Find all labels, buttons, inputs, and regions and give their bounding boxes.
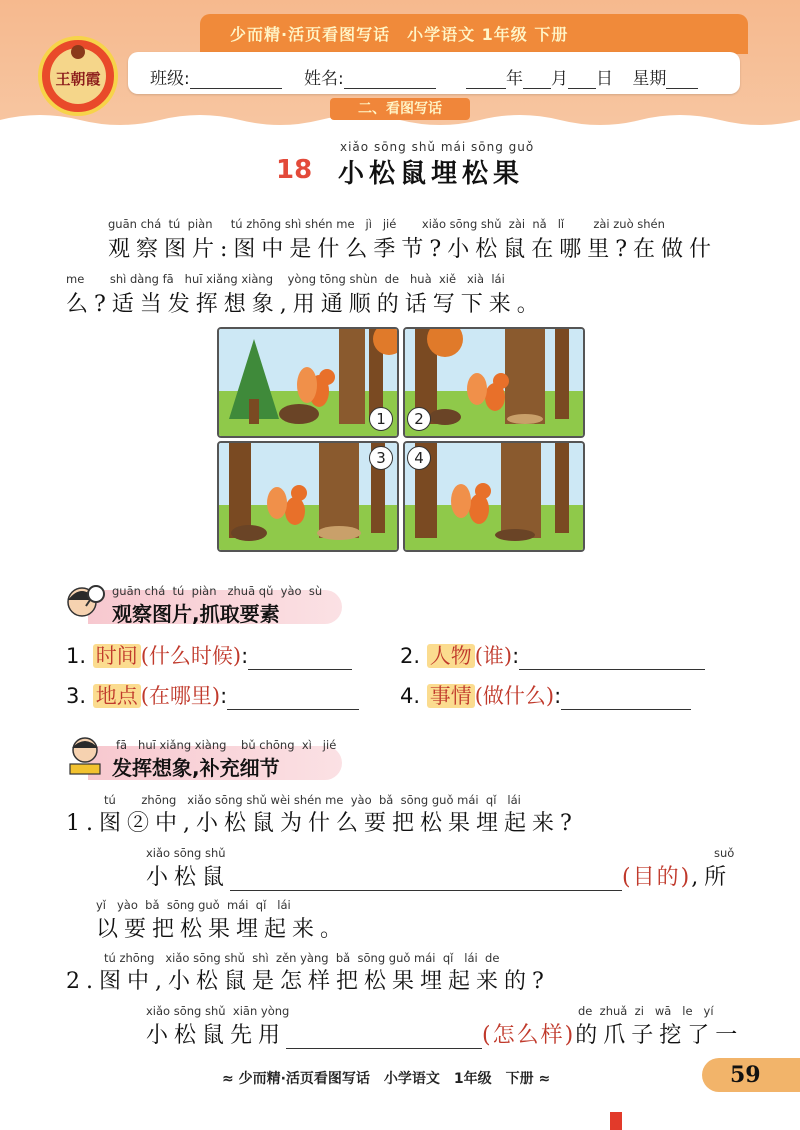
- answer-blank-event[interactable]: [561, 687, 691, 710]
- element-person[interactable]: 2. 人物 (谁):: [400, 640, 705, 670]
- q1-answer-end-pinyin: suǒ: [714, 846, 735, 860]
- title-pinyin: xiǎo sōng shǔ mái sōng guǒ: [340, 140, 535, 154]
- squirrel-scene-2-image: [405, 329, 583, 436]
- section-1-label: 观察图片,抓取要素: [112, 602, 280, 626]
- section-2-label: 发挥想象,补充细节: [112, 756, 280, 780]
- answer-blank-place[interactable]: [227, 687, 359, 710]
- q2-answer-end-pinyin: de zhuǎ zi wā le yí: [578, 1004, 714, 1018]
- logo-text: 王朝霞: [55, 70, 101, 88]
- instruction-line-1: 观察图片:图中是什么季节?小松鼠在哪里?在做什: [108, 237, 718, 262]
- logo-badge-icon: [38, 36, 118, 116]
- bottom-red-mark: [610, 1112, 622, 1130]
- reading-girl-icon: [64, 734, 106, 776]
- section-1-pinyin: guān chá tú piàn zhuā qǔ yào sù: [112, 584, 323, 598]
- section-2-pinyin: fā huī xiǎng xiàng bǔ chōng xì jié: [116, 738, 337, 752]
- instruction-pinyin-2: me shì dàng fā huī xiǎng xiàng yòng tōng shùn de huà xiě xià lái: [66, 272, 505, 286]
- magnifier-girl-icon: [64, 580, 106, 622]
- q1-answer-pinyin: xiǎo sōng shǔ: [146, 846, 226, 860]
- q1-answer-2-pinyin: yǐ yào bǎ sōng guǒ mái qǐ lái: [96, 898, 291, 912]
- lesson-title: 小松鼠埋松果: [338, 159, 525, 189]
- q1-pinyin: tú zhōng xiǎo sōng shǔ wèi shén me yào bǎ sōng guǒ mái qǐ lái: [104, 793, 521, 807]
- element-event[interactable]: 4. 事情 (做什么):: [400, 680, 691, 710]
- q2-answer-line[interactable]: 小松鼠先用 (怎么样)的爪子挖了一: [146, 1023, 744, 1048]
- question-2: 2.图中,小松鼠是怎样把松果埋起来的?: [66, 969, 550, 994]
- q2-answer-pinyin: xiǎo sōng shǔ xiān yòng: [146, 1004, 290, 1018]
- picture-number-3: 3: [369, 446, 393, 470]
- element-time[interactable]: 1. 时间 (什么时候):: [66, 640, 352, 670]
- instruction-line-2: 么?适当发挥想象,用通顺的话写下来。: [66, 292, 545, 317]
- section-tag: 二、看图写话: [330, 98, 470, 120]
- picture-number-1: 1: [369, 407, 393, 431]
- squirrel-scene-4-image: [405, 443, 583, 550]
- picture-number-2: 2: [407, 407, 431, 431]
- q1-answer-line-1[interactable]: 小松鼠 (目的),所: [146, 865, 733, 890]
- instruction-pinyin-1: guān chá tú piàn tú zhōng shì shén me jì jié xiǎo sōng shǔ zài nǎ lǐ zài zuò shén: [108, 217, 665, 231]
- name-field[interactable]: 姓名:: [304, 64, 436, 89]
- book-title: 少而精·活页看图写话 小学语文 1年级 下册: [230, 25, 569, 44]
- answer-blank-purpose[interactable]: [230, 868, 622, 891]
- answer-blank-time[interactable]: [248, 647, 352, 670]
- class-field[interactable]: 班级:: [150, 64, 282, 89]
- answer-blank-person[interactable]: [519, 647, 705, 670]
- q2-pinyin: tú zhōng xiǎo sōng shǔ shì zěn yàng bǎ sōng guǒ mái qǐ lái de: [104, 951, 500, 965]
- question-1: 1.图②中,小松鼠为什么要把松果埋起来?: [66, 811, 578, 836]
- date-field[interactable]: 年 月 日 星期: [466, 64, 698, 89]
- q1-answer-line-2: 以要把松果埋起来。: [96, 917, 349, 942]
- picture-number-4: 4: [407, 446, 431, 470]
- page-number: 59: [730, 1062, 761, 1088]
- element-place[interactable]: 3. 地点 (在哪里):: [66, 680, 359, 710]
- footer-book-title: ≈ 少而精·活页看图写话 小学语文 1年级 下册 ≈: [222, 1071, 551, 1087]
- lesson-number: 18: [276, 155, 313, 185]
- answer-blank-how[interactable]: [286, 1026, 482, 1049]
